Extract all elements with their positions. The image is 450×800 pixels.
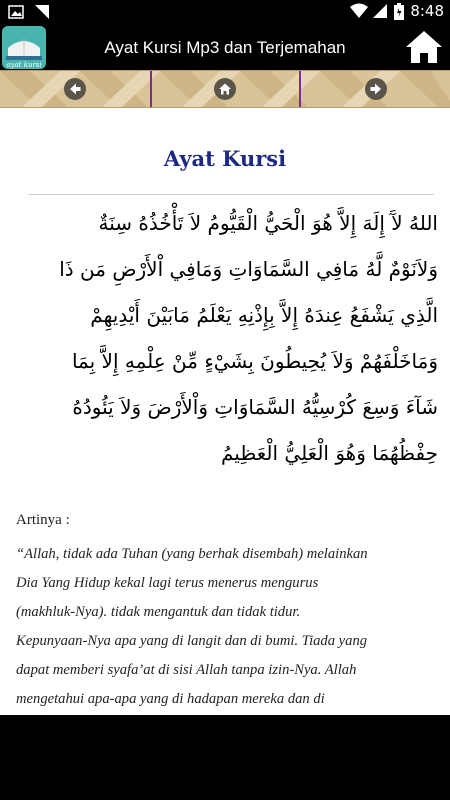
arabic-line: حِفْظُهُمَا وَهُوَ الْعَلِيُّ الْعَظِيمُ — [220, 441, 438, 465]
home-icon — [218, 82, 232, 96]
arabic-line: شَآءَ وَسِعَ كُرْسِيُّهُ السَّمَاوَاتِ وَاْلأَرْضَ وَلاَ يَئُودُهُ — [72, 395, 438, 419]
next-button[interactable] — [365, 78, 387, 100]
translation-line: Dia Yang Hidup kekal lagi terus menerus mengurus — [16, 575, 319, 591]
home-button[interactable] — [404, 28, 444, 66]
arabic-line: اللهُ لآَ إِلَهَ إِلاَّ هُوَ الْحَيُّ الْقَيُّومُ لاَ تَأْخُذُهُ سِنَةٌ — [98, 211, 438, 235]
arabic-line: وَمَاخَلْفَهُمْ وَلاَ يُحِيطُونَ بِشَيْءٍ مِّنْ عِلْمِهِ إِلاَّ بِمَا — [71, 349, 438, 373]
image-notification-icon — [8, 4, 24, 20]
translation-text — [16, 540, 436, 714]
translation-line: “Allah, tidak ada Tuhan (yang berhak disembah) melainkan — [16, 546, 368, 562]
nav-home-button[interactable] — [214, 78, 236, 100]
arabic-line: وَلاَنَوْمٌ لَّهُ مَافِي السَّمَاوَاتِ وَمَافِي اْلأَرْضِ مَن ذَا — [59, 257, 438, 281]
app-title: Ayat Kursi Mp3 dan Terjemahan — [104, 38, 346, 57]
status-bar — [0, 0, 450, 25]
translation-line: (makhluk-Nya). tidak mengantuk dan tidak tidur. — [16, 604, 301, 620]
notification-icons — [8, 4, 50, 20]
app-bar — [0, 25, 450, 70]
navigation-bar — [0, 70, 450, 108]
translation-line: Kepunyaan-Nya apa yang di langit dan di bumi. Tiada yang — [16, 633, 368, 649]
arrow-left-icon — [68, 82, 82, 96]
nav-divider — [299, 71, 301, 108]
arabic-line: الَّذِي يَشْفَعُ عِندَهُ إِلاَّ بِإِذْنِهِ يَعْلَمُ مَابَيْنَ أَيْدِيهِمْ — [90, 303, 438, 327]
page-title: Ayat Kursi — [163, 146, 287, 171]
clock: 8:48 — [410, 2, 444, 20]
previous-button[interactable] — [64, 78, 86, 100]
title-divider — [28, 194, 434, 195]
logo-text: ayat kursi — [6, 61, 42, 69]
arabic-verse — [18, 200, 438, 476]
nav-divider — [150, 71, 152, 108]
translation-label: Artinya : — [16, 512, 70, 528]
app-notification-icon — [34, 4, 50, 20]
bottom-blank-area — [0, 715, 450, 800]
translation-line: dapat memberi syafa’at di sisi Allah tanpa izin-Nya. Allah — [16, 662, 357, 678]
translation-line: mengetahui apa-apa yang di hadapan mereka dan di — [16, 691, 325, 707]
system-status — [350, 2, 444, 20]
battery-icon — [394, 3, 404, 19]
home-icon — [404, 28, 444, 66]
signal-icon — [372, 3, 388, 19]
arrow-right-icon — [369, 82, 383, 96]
wifi-icon — [350, 3, 366, 19]
content-area[interactable] — [0, 108, 450, 715]
